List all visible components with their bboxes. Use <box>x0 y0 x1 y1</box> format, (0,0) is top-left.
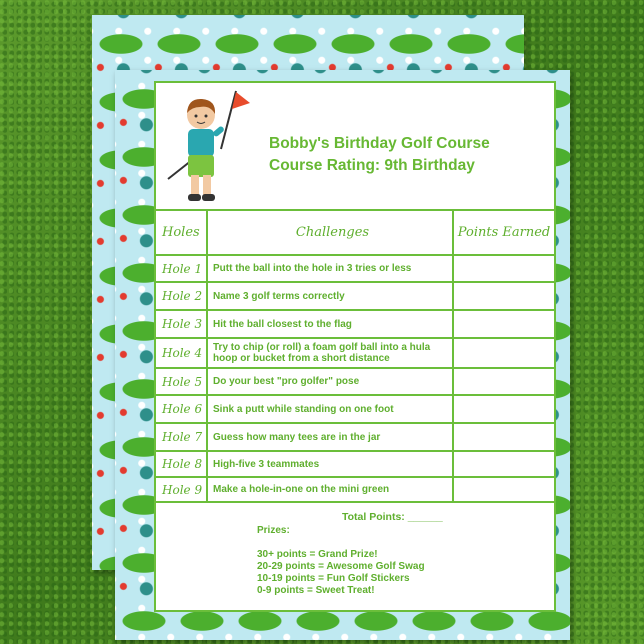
challenge-text: Sink a putt while standing on one foot <box>206 396 454 422</box>
challenge-text: Make a hole-in-one on the mini green <box>206 478 454 501</box>
challenge-text: Try to chip (or roll) a foam golf ball into a hula hoop or bucket from a short distance <box>206 339 454 367</box>
table-row <box>156 394 554 422</box>
prize-item: 10-19 points = Fun Golf Stickers <box>257 573 410 584</box>
points-cell[interactable] <box>454 369 554 394</box>
column-header-challenges: Challenges <box>206 211 454 254</box>
hole-label: Hole 8 <box>162 457 203 471</box>
table-row <box>156 422 554 450</box>
challenge-text: High-five 3 teammates <box>206 452 454 476</box>
table-header-row <box>156 209 554 254</box>
prizes-heading: Prizes: <box>257 525 290 536</box>
hole-label: Hole 3 <box>162 317 203 331</box>
golf-scorecard <box>154 81 556 612</box>
course-rating: Course Rating: 9th Birthday <box>269 157 475 174</box>
points-cell[interactable] <box>454 424 554 450</box>
challenges-table <box>156 209 554 501</box>
golfer-kid-illustration <box>166 89 251 209</box>
points-cell[interactable] <box>454 452 554 476</box>
hole-label: Hole 7 <box>162 430 203 444</box>
hole-label: Hole 2 <box>162 289 203 303</box>
table-row <box>156 476 554 501</box>
challenge-text: Putt the ball into the hole in 3 tries or less <box>206 256 454 281</box>
points-cell[interactable] <box>454 311 554 337</box>
hole-label: Hole 1 <box>162 261 203 276</box>
column-header-points: Points Earned <box>457 225 551 240</box>
hole-label: Hole 5 <box>162 374 203 389</box>
points-cell[interactable] <box>454 256 554 281</box>
prizes-list <box>257 525 425 597</box>
challenge-text: Hit the ball closest to the flag <box>206 311 454 337</box>
points-cell[interactable] <box>454 396 554 422</box>
points-cell[interactable] <box>454 478 554 501</box>
scorecard-header <box>156 83 554 209</box>
table-row <box>156 254 554 281</box>
total-points-label: Total Points: ______ <box>342 511 443 523</box>
table-row <box>156 450 554 476</box>
prize-item: 0-9 points = Sweet Treat! <box>257 585 375 596</box>
table-row <box>156 309 554 337</box>
hole-label: Hole 9 <box>162 482 203 497</box>
hole-label: Hole 4 <box>162 346 203 360</box>
column-header-holes: Holes <box>162 225 200 240</box>
challenge-text: Guess how many tees are in the jar <box>206 424 454 450</box>
challenge-text: Do your best "pro golfer" pose <box>206 369 454 394</box>
prize-item: 20-29 points = Awesome Golf Swag <box>257 561 425 572</box>
challenge-text: Name 3 golf terms correctly <box>206 283 454 309</box>
table-row <box>156 281 554 309</box>
hole-label: Hole 6 <box>162 402 203 416</box>
totals-section <box>156 501 554 610</box>
page-title: Bobby's Birthday Golf Course <box>269 135 490 152</box>
prize-item: 30+ points = Grand Prize! <box>257 549 378 560</box>
points-cell[interactable] <box>454 283 554 309</box>
table-row <box>156 367 554 394</box>
table-row <box>156 337 554 367</box>
points-cell[interactable] <box>454 339 554 367</box>
